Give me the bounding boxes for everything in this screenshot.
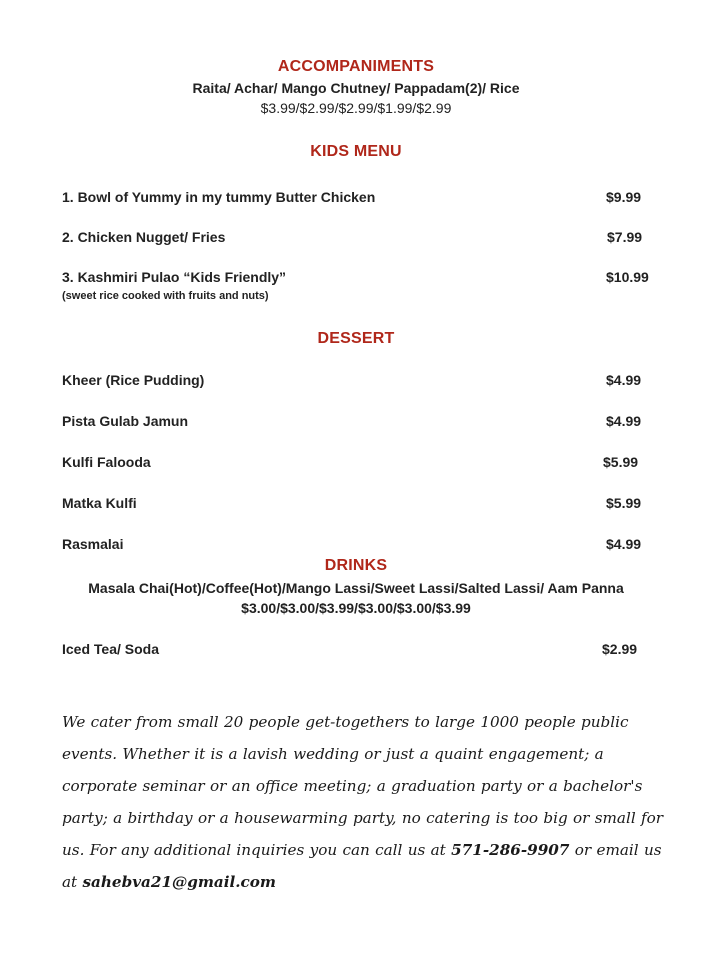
dessert-item-3-name: Kulfi Falooda: [62, 454, 151, 470]
kids-menu-heading: KIDS MENU: [310, 143, 402, 160]
accompaniments-prices: $3.99/$2.99/$2.99/$1.99/$2.99: [260, 100, 452, 116]
kids-item-3-note: (sweet rice cooked with fruits and nuts): [62, 290, 269, 302]
catering-paragraph: [62, 706, 672, 898]
dessert-item-5-name: Rasmalai: [62, 536, 124, 552]
catering-text-between: or email us at: [62, 841, 662, 891]
dessert-item-2-price: $4.99: [606, 413, 642, 429]
accompaniments-heading: ACCOMPANIMENTS: [277, 58, 435, 75]
dessert-item-4-name: Matka Kulfi: [62, 495, 137, 511]
dessert-item-3-price: $5.99: [603, 454, 639, 470]
dessert-item-2-name: Pista Gulab Jamun: [62, 413, 189, 429]
catering-phone[interactable]: 571-286-9907: [451, 841, 570, 859]
dessert-item-1-name: Kheer (Rice Pudding): [62, 372, 205, 388]
drinks-items: Masala Chai(Hot)/Coffee(Hot)/Mango Lassi/Sweet Lassi/Salted Lassi/ Aam Panna: [88, 580, 624, 596]
dessert-item-1-price: $4.99: [606, 372, 642, 388]
kids-item-1-name: 1. Bowl of Yummy in my tummy Butter Chicken: [62, 189, 376, 205]
catering-text: We cater from small 20 people get-togethers to large 1000 people public events. Whether it is a lavish wedding or just a quaint engagement; a corporate seminar or an office meeting; a graduation party or a bachelor's party; a birthday or a housewarming party, no catering is too big or small for us. For any additional inquiries you can call us at: [62, 713, 664, 859]
drinks-prices: $3.00/$3.00/$3.99/$3.00/$3.00/$3.99: [241, 600, 471, 616]
dessert-item-5-price: $4.99: [606, 536, 642, 552]
dessert-item-4-price: $5.99: [606, 495, 642, 511]
kids-item-3-name: 3. Kashmiri Pulao “Kids Friendly”: [62, 269, 287, 285]
dessert-heading: DESSERT: [317, 330, 395, 347]
kids-item-2-name: 2. Chicken Nugget/ Fries: [62, 229, 226, 245]
kids-item-2-price: $7.99: [607, 229, 643, 245]
catering-email-link[interactable]: sahebva21@gmail.com: [82, 873, 277, 891]
accompaniments-items: Raita/ Achar/ Mango Chutney/ Pappadam(2)/ Rice: [192, 80, 520, 96]
drinks-extra-price: $2.99: [602, 641, 638, 657]
drinks-heading: DRINKS: [324, 557, 388, 574]
drinks-extra-name: Iced Tea/ Soda: [62, 641, 159, 657]
kids-item-1-price: $9.99: [606, 189, 642, 205]
kids-item-3-price: $10.99: [606, 269, 649, 285]
